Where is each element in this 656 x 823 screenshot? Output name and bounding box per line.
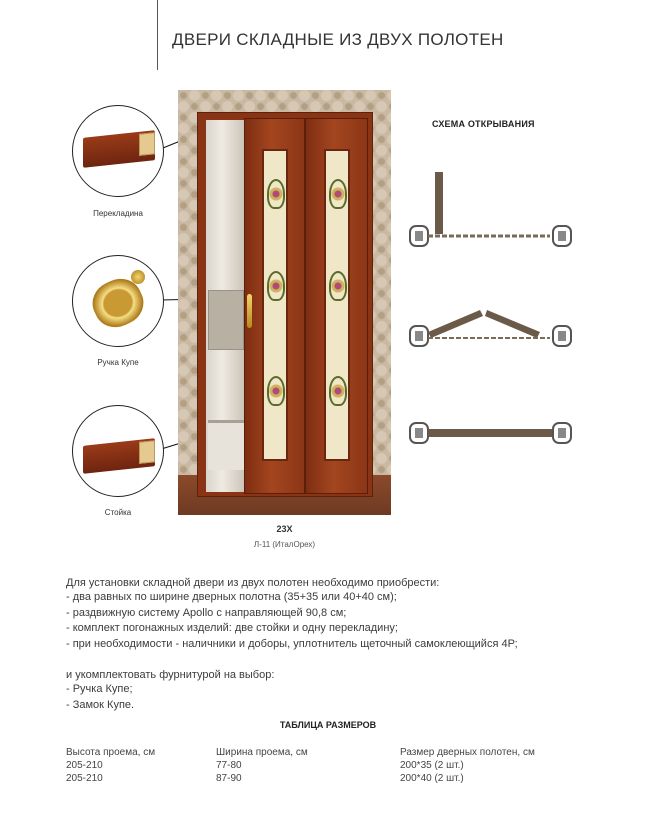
stained-glass-left [262, 149, 288, 461]
callout-label-handle: Ручка Купе [97, 358, 139, 367]
door-panel-right [305, 118, 368, 494]
scheme-folding [410, 310, 571, 346]
size-table-title: ТАБЛИЦА РАЗМЕРОВ [279, 720, 377, 730]
column-header: Ширина проема, см [216, 747, 308, 758]
table-cell: 77-80 [216, 760, 242, 771]
options-list [66, 682, 134, 713]
table-cell: 200*40 (2 шт.) [400, 773, 464, 784]
page-title: ДВЕРИ СКЛАДНЫЕ ИЗ ДВУХ ПОЛОТЕН [172, 30, 504, 49]
list-item: - раздвижную систему Apollo с направляющей 90,8 см; [66, 606, 347, 619]
room-picture [208, 290, 244, 350]
list-item: - Замок Купе. [66, 698, 135, 711]
scheme-title: СХЕМА ОТКРЫВАНИЯ [432, 119, 535, 129]
requirements-intro: Для установки складной двери из двух полотен необходимо приобрести: [66, 577, 440, 589]
column-header: Размер дверных полотен, см [400, 747, 535, 758]
size-table-column-panels [400, 747, 535, 786]
requirements-list [66, 590, 518, 652]
list-item: - Ручка Купе; [66, 683, 133, 695]
size-table-column-height [66, 747, 155, 786]
column-header: Высота проема, см [66, 747, 156, 758]
crossbar-profile-icon [72, 105, 164, 197]
list-item: - при необходимости - наличники и доборы, уплотнитель щеточный самоклеющийся 4Р; [66, 637, 518, 650]
list-item: - комплект погонажных изделий: две стойки и одну перекладину; [66, 622, 398, 634]
door-handle [247, 294, 252, 328]
table-cell: 205-210 [66, 773, 103, 784]
title-divider [157, 0, 158, 70]
options-intro: и укомплектовать фурнитурой на выбор: [66, 669, 275, 681]
callout-label-jamb: Стойка [104, 508, 132, 517]
callout-label-crossbar: Перекладина [93, 209, 143, 218]
door-code: 23Х [276, 524, 293, 534]
opening-scheme-diagram [405, 160, 595, 460]
table-cell: 205-210 [66, 760, 103, 771]
list-item: - два равных по ширине дверных полотна (35+35 или 40+40 см); [66, 591, 397, 603]
recessed-handle-icon [72, 255, 164, 347]
table-cell: 200*35 (2 шт.) [400, 760, 464, 771]
stained-glass-right [324, 149, 350, 461]
jamb-profile-icon [72, 405, 164, 497]
door-variant: Л-11 (ИталОрех) [253, 540, 316, 549]
size-table-column-width [216, 747, 308, 786]
room-bed [208, 420, 244, 470]
scheme-open [410, 172, 571, 246]
door-panel-left [244, 118, 305, 494]
table-cell: 87-90 [216, 773, 242, 784]
door-photo [178, 90, 391, 515]
scheme-closed [410, 423, 571, 443]
